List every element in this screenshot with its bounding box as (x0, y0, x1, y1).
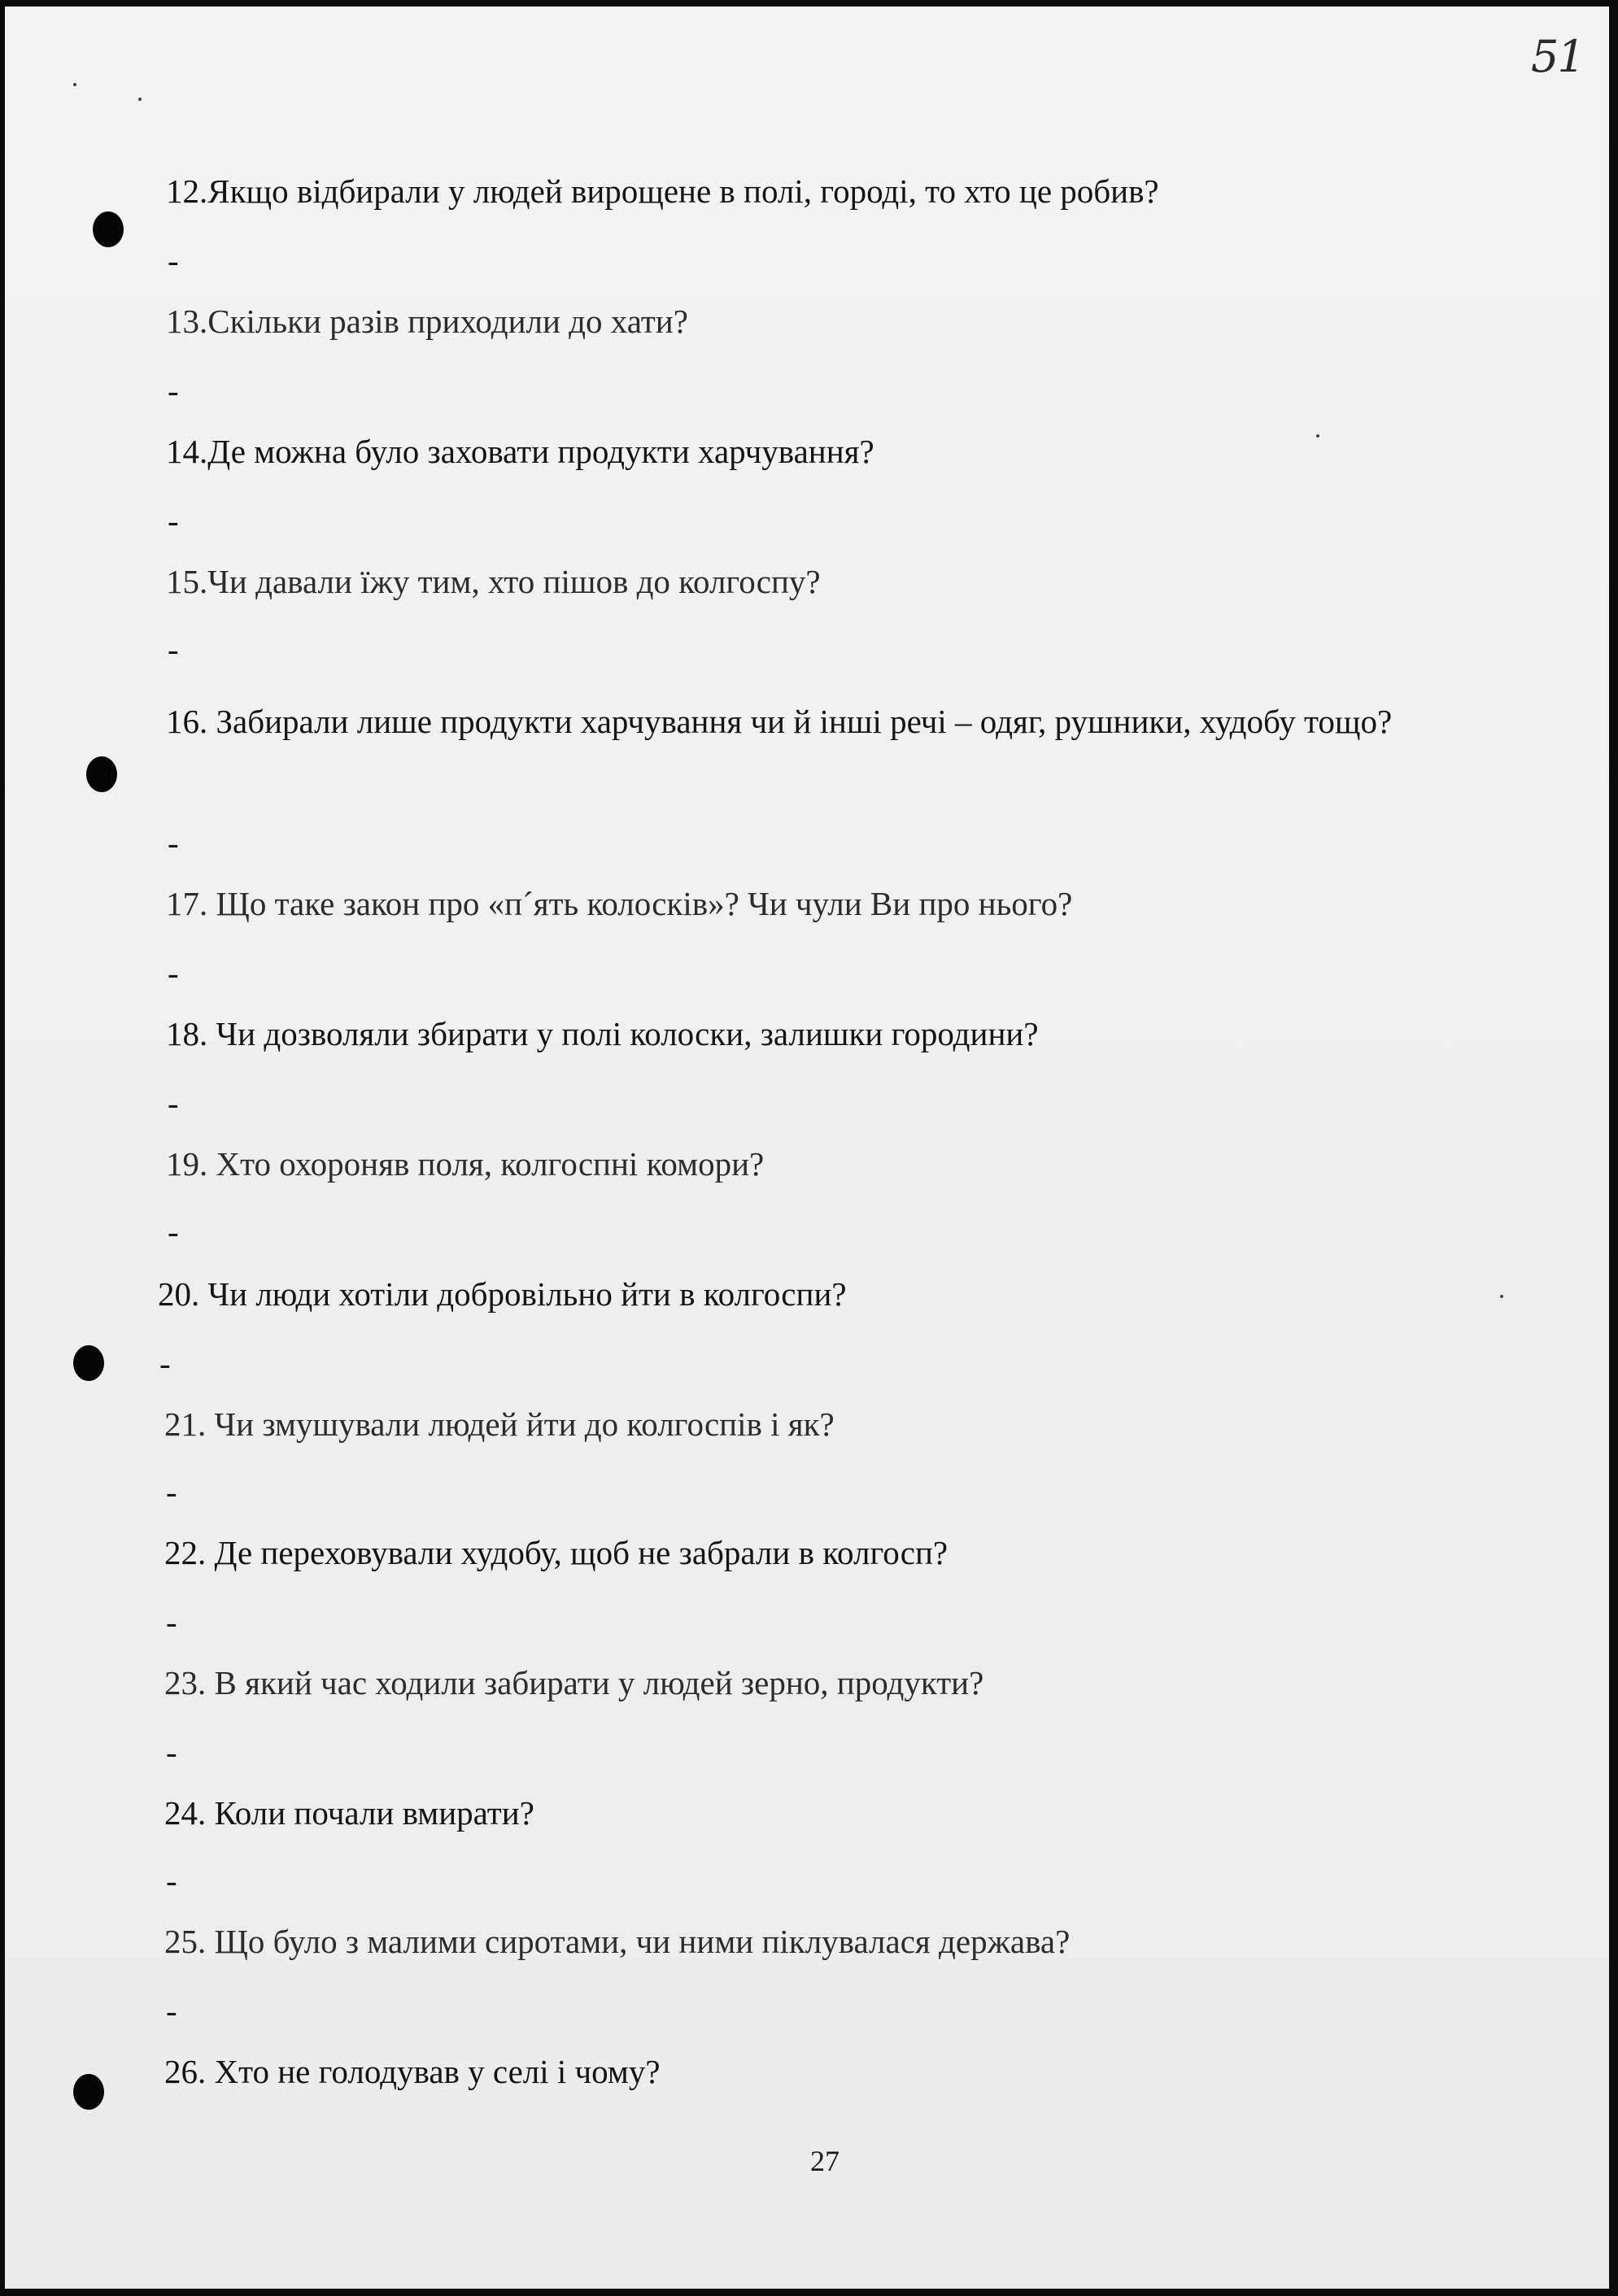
punch-hole (73, 2074, 104, 2110)
answer-16: - (168, 824, 179, 861)
punch-hole (73, 1345, 104, 1381)
answer-19: - (168, 1213, 179, 1250)
punch-hole (93, 211, 124, 247)
answer-22: - (166, 1603, 177, 1640)
question-26: 26. Хто не голодував у селі і чому? (164, 2053, 661, 2090)
question-18: 18. Чи дозволяли збирати у полі колоски, залишки городини? (166, 1015, 1039, 1052)
answer-20: - (159, 1344, 171, 1382)
question-17: 17. Що таке закон про «п´ять колосків»? Чи чули Ви про нього? (166, 885, 1073, 922)
answer-21: - (166, 1473, 177, 1510)
answer-15: - (168, 630, 179, 668)
question-14: 14.Де можна було заховати продукти харчування? (166, 433, 874, 470)
answer-17: - (168, 954, 179, 991)
answer-23: - (166, 1733, 177, 1771)
punch-hole (86, 756, 117, 792)
speck (138, 98, 142, 101)
question-23: 23. В який час ходили забирати у людей зерно, продукти? (164, 1664, 984, 1701)
answer-18: - (168, 1084, 179, 1122)
speck (1500, 1295, 1503, 1298)
answer-24: - (166, 1862, 177, 1899)
answer-14: - (168, 502, 179, 539)
question-21: 21. Чи змушували людей йти до колгоспів і як? (164, 1405, 835, 1443)
question-24: 24. Коли почали вмирати? (164, 1794, 534, 1832)
question-13: 13.Скільки разів приходили до хати? (166, 303, 688, 340)
footer-page-number: 27 (810, 2145, 840, 2177)
question-20: 20. Чи люди хотіли добровільно йти в колгоспи? (158, 1275, 847, 1313)
handwritten-page-number: 51 (1531, 31, 1584, 82)
speck (73, 83, 76, 86)
document-page (5, 7, 1609, 2289)
answer-13: - (168, 372, 179, 409)
speck (1316, 434, 1319, 438)
answer-25: - (166, 1992, 177, 2029)
question-25: 25. Що було з малими сиротами, чи ними піклувалася держава? (164, 1923, 1071, 1960)
question-15: 15.Чи давали їжу тим, хто пішов до колгоспу? (166, 563, 821, 600)
question-16: 16. Забирали лише продукти харчування чи й інші речі – одяг, рушники, худобу тощо? (166, 703, 1393, 740)
question-12: 12.Якщо відбирали у людей вирощене в полі, городі, то хто це робив? (166, 172, 1159, 210)
question-22: 22. Де переховували худобу, щоб не забрали в колгосп? (164, 1534, 949, 1571)
answer-12: - (168, 242, 179, 279)
question-19: 19. Хто охороняв поля, колгоспні комори? (166, 1145, 765, 1183)
